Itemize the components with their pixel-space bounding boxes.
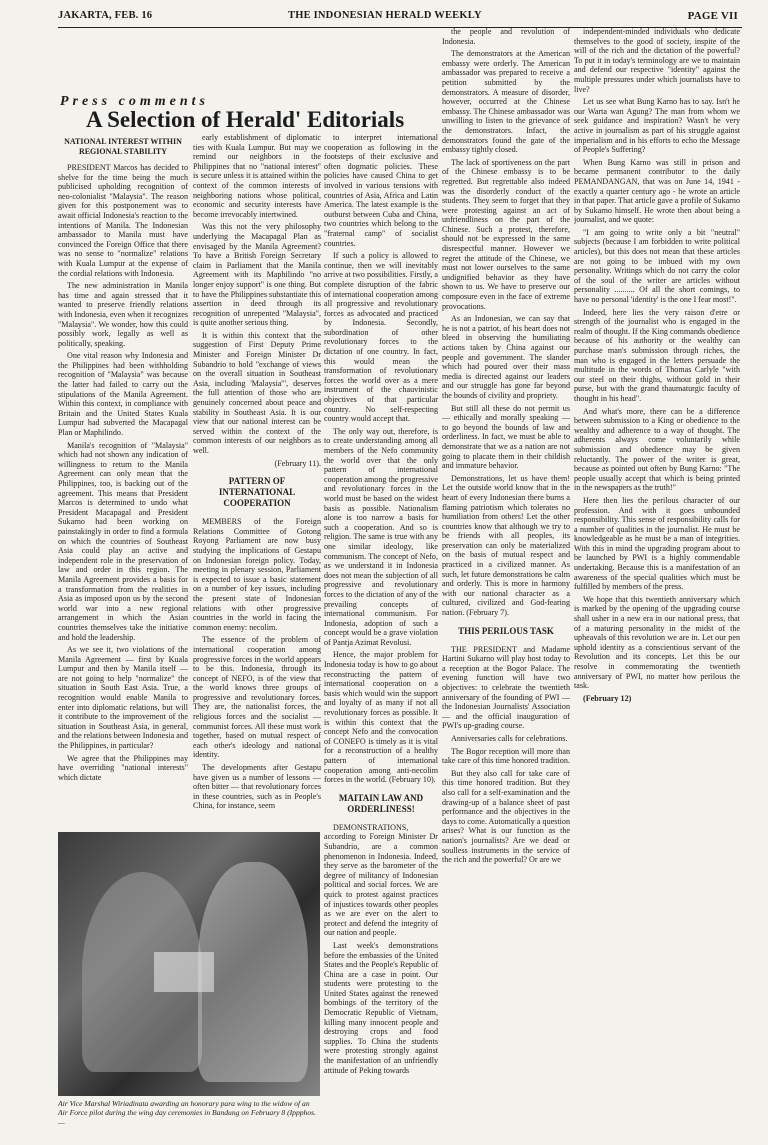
photo-wing-badge (154, 952, 214, 992)
article-paragraph: Let us see what Bung Karno has to say. Isn't he our Warta wan Agung? The man from whom we seek guidance and inspiration? Wasn't he very active in journalism as part of his struggle against imperialism and in his efforts to echo the Message of People's Suffering? (574, 97, 740, 155)
article-paragraph: independent-minded individuals who dedicate themselves to the good of society, inspite of the will of the rich and the dictation of the powerful? To put it in today's terminology are we to maintain and defend our respective "identity" against the multiple pressures under which journalists have to live? (574, 27, 740, 94)
article-paragraph: The new administration in Manila has time and again stressed that it wanted to preserve friendly relations with Indonesia, even when it recognizes "Malaysia". We wonder, how this could possibly work, legally as well as politically, speaking. (58, 281, 188, 348)
running-head (58, 10, 738, 26)
article-paragraph: early establishment of diplomatic ties with Kuala Lumpur. But may we remind our neighbors in the Philippines that no "national interest" is secure unless it is attained within the context of the common interests of neighboring nations whose political, economic and security interests have become irrevocably intertwined. (193, 133, 321, 219)
article-paragraph: The demonstrators at the American embassy were orderly. The American ambassador was prepared to receive a petition submitted by the demonstrators. A measure of disorder, however, occurred at the Chinese embassy. The Chinese ambassador was unwilling to listen to the grievance of the demonstrators. Infact, the demonstrators found the gate of the embassy tightly closed. (442, 49, 570, 155)
article-paragraph: If such a policy is allowed to continue, then we will inevitably arrive at two possibilities. Firstly, a complete disruption of the fabric of international cooperation among all progressive and revolutionary forces as advocated and practiced by Indonesia. Secondly, subordination of other revolutionary forces to the dictation of one country. In fact, this would mean the transformation of revolutionary forces the world over as a mere instrument of the chauvinistic objectives of that particular country. No self-respecting country would accept that. (324, 251, 438, 424)
article-paragraph: Last week's demonstrations before the embassies of the United States and the People's Republic of China are a case in point. Our students were protesting to the United States against the renewed bombings of the territory of the Democratic Republic of Vietnam, killing many innocent people and destroying crops and food supplies. To China the students were protesting strongly against the manifestation of an unfriendly attitude of Peking towards (324, 940, 438, 1075)
column-5 (574, 27, 740, 1138)
article-paragraph: As we see it, two violations of the Manila Agreement — first by Kuala Lumpur and then by Manila itself — are not going to help "normalize" the situation in South East Asia. True, a recognition would enable Manila to enter into diplomatic relations, but will it contribute to the improvement of the situation in Southeast Asia, in general, and the relations between Indonesia and the Philippines, in particular? (58, 645, 188, 751)
article-paragraph: We hope that this twentieth anniversary which is marked by the opening of the upgrading course shall usher in a new era in our national press, that of a maturing personality in the midst of the upheavals of this revolution we are in. Let our pen uphold identity as a conscientious servant of the Revolution and its concepts. Let this be our resolve in commemorating the twentieth anniversary of PWI, no matter how perilous the task. (574, 594, 740, 691)
article-title-law-and-order: MAITAIN LAW AND ORDERLINESS! (338, 792, 424, 814)
article-paragraph: DEMONSTRATIONS, according to Foreign Minister Dr Subandrio, are a common phenomenon in Indonesia. Indeed, they serve as the barometer of the degree of militancy of Indonesian political and social forces. We are quick to protest against practices of injustices towards other peoples as we are ever on the alert to protect and defend the integrity of our nation and people. (324, 822, 438, 938)
article-dateline: (February 12) (583, 693, 632, 703)
article-paragraph: But they also call for take care of this time honored tradition. But they also call for a self-examination and the drawing-up of a balance sheet of past performance and the objectives in the days to come. Automatically a question arises? What is our function as the nation's journalists? Are we dead or soulless instruments in the service of the rich and the powerful? Or are we (442, 768, 570, 865)
article-paragraph: Was this not the very philosophy underlying the Macapagal Plan as envisaged by the Manila Agreement? To have a British Foreign Secretary claim in Parliament that the Manila Agreement with its Maphilindo "no longer enjoy support" is one thing. But to have the Philippines substantiate this assertion in deed through its recognition of unrepented "Malaysia", is quite another serious thing. (193, 222, 321, 328)
article-paragraph: The only way out, therefore, is to create understanding among all members of the Nefo community the world over that the only pattern of international cooperation among the progressive and revolutionary forces in the world must be based on the widest basis as possible. Nationalism alone is too narrow a basis for such a cooperation. And so is religion. The same is true with any one similar ideology, like communism. The concept of Nefo, as we understand it in Indonesia does not mean the subjection of all progressive and revolutionary forces to the dictation of any of the prevailing concepts of international communism. For Indonesia, adoption of such a concept would be a grave violation of Pantja Azimat Revolusi. (324, 426, 438, 647)
article-paragraph: The developments after Gestapu have given us a number of lessons — often bitter — that revolutionary forces in these countries, such as in People's China, for instance, seem (193, 763, 321, 811)
column-2 (193, 133, 321, 827)
article-paragraph: THE PRESIDENT and Madame Hartini Sukarno will play host today to a reception at the Bogor Palace. The evening function will have two objectives: to celebrate the twentieth anniversary of the founding of PWI — the Indonesian Journalists' Association — and the official inauguration of PWI's up-grading course. (442, 644, 570, 731)
column-3 (324, 133, 438, 1138)
article-paragraph: Here then lies the perilous character of our profession. And with it goes unbounded responsibility. This sense of responsibility calls for a number of qualities in the journalist. He must be knowledgeable as he must be a man of integrities. With this in mind the upgrading program about to be launched by PWI is a highly commendable undertaking. Because this is a manifestation of an awareness of the special qualities which must be fulfilled by members of the press. (574, 495, 740, 592)
column-1 (58, 133, 188, 827)
column-4 (442, 27, 570, 1138)
article-paragraph: One vital reason why Indonesia and the Philippines had been withholding recognition of "Malaysia" was because the latter had failed to carry out the stipulations of the Manila Agreement. Within this context, in compliance with Britain and the United States Kuala Lumpur had subverted the Macapagal Plan or Maphilindo. (58, 351, 188, 438)
dateline: JAKARTA, FEB. 16 (58, 10, 153, 21)
photo-caption: Air Vice Marshal Wiriadinata awarding an honorary para wing to the widow of an Air Force pilot during the wing day ceremonies in Bandung on February 8 (Ippphos. — (58, 1099, 317, 1127)
section-headline: A Selection of Herald' Editorials (86, 107, 405, 132)
article-paragraph: As an Indonesian, we can say that he is not a patriot, of his heart does not bleed in observing the humiliating actions taken by China against our people and government. The slander which had poured over their mass media is directed against our leaders and our struggle has gone far beyond the bounds of civility and propriety. (442, 314, 570, 400)
article-quote: "I am going to write only a bit "neutral" subjects (because I am forbidden to write political articles), but this does not mean that these articles are not going to be imbued with my own personality. Writings which do not carry the color of the soul of the writer are articles without personality .......... Of all the short comings, to have no personal 'identity' is the one I fear most!". (574, 227, 740, 305)
photo-figure-officer (198, 862, 308, 1082)
article-paragraph: The Bogor reception will more than take care of this time honored tradition. (442, 746, 570, 766)
article-paragraph: the people and revolution of Indonesia. (442, 27, 570, 46)
article-paragraph: PRESIDENT Marcos has decided to shelve for the time being the much publicised upholding recognition of neo-colonialist "Malaysia". The reason given for this postponement was to await official Indonesia's reaction to the intentions of Manila. The Indonesian ambassador to Manila must have convinced the Foreign Office that there was no sense to "normalize" relations with Kuala Lumpur at the expense of the cordial relations with Indonesia. (58, 163, 188, 278)
article-paragraph: When Bung Karno was still in prison and became permanent contributor to the daily PEMANDANGAN, that was on June 14, 1941 - exactly a quarter century ago - he wrote an article in that paper. That article gave a profile of Sukarno by Sukarno himself. He wrote then about being a journalist, and we quote: (574, 157, 740, 225)
article-paragraph: It is within this context that the suggestion of First Deputy Prime Minister and Foreign Minister Dr Subandrio to hold "exchange of views on the overall situation in Southeast Asia, including 'Malaysia'", deserves the full attention of those who are genuinely concerned about peace and stability in Southeast Asia. It is our view that our national interest can be served within the context of the common interests of our neighbors as well. (193, 330, 321, 455)
article-paragraph: MEMBERS of the Foreign Relations Committee of Gotong Royong Parliament are now busy studying the implications of Gestapu on Indonesian foreign policy. Today, meeting in plenary session, Parliament is expected to issue a basic statement on a number of key issues, including the present state of Indonesian relations with other progressive countries in the world in facing the common enemy: necolim. (193, 517, 321, 632)
article-title-international-cooperation: PATTERN OF INTERNATIONAL COOPERATION (218, 476, 296, 509)
article-paragraph: to interpret international cooperation as following in the footsteps of their exclusive and often dogmatic policies. These policies have caused China to get involved in various tensions with countries of Asia, Africa and Latin America. The latest example is the outburst between Cuba and China, two countries which belong to the "fraternal camp" of socialist countries. (324, 133, 438, 248)
article-paragraph: And what's more, there can be a difference between submission to a King or obedience to the wealthy and adherence to a way of thought. The adherents always come voluntarily while submission and obedience may be given reluctantly. The power of the writer is great, because as pointed out often by Bung Karno: "The people usually accept that which is being printed in the newspapers as the truth!" (574, 406, 740, 493)
article-paragraph: Indeed, here lies the very raison d'etre or strength of the journalist who is engaged in the realm of thought. If the King commands obedience because of his authority or the wealthy can purchase man's submission through riches, the man who is engaged in the letters persuade the multitude in the words of Thomas Carlyle "with our steel on their thighs, without gold in their purse, but with the grand thaumaturgic faculty of thought in his head". (574, 307, 740, 403)
article-paragraph: Hence, the major problem for Indonesia today is how to go about reconstructing the pattern of international cooperation on a basis which would win the support and loyalty of as many if not all revolutionary forces as possible. It is within this context that the concept Nefo and the convocation of CONEFO is timely as it is vital for a reconstruction of a healthy pattern of international cooperation among anti-necolim forces in the world. (February 10). (324, 650, 438, 785)
article-paragraph: Anniversaries calls for celebrations. (451, 733, 568, 743)
article-dateline: (February 11). (274, 458, 321, 468)
page-number: PAGE VII (687, 10, 738, 22)
article-paragraph: Demonstrations, let us have them! Let the outside world know that in the heart of every Indonesian there burns a flaming patriotism which tolerates no humiliation from others! Let the other countries know that although we try to be friends with all peoples, its preservation can only be materialized on the basis of mutual respect and practiced in a civilized manner. As such, let future demonstrations be calm and orderly. This is more in harmony with our national character as a cultured, civilized and God-fearing nation. (February 7). (442, 473, 570, 618)
section-kicker: Press comments (60, 94, 209, 109)
article-paragraph: But still all these do not permit us — ethically and morally speaking — to go beyond the bounds of law and orderliness. In fact, we must be able to demonstrate that we as a nation are not going to placate them in their childish and immature behavior. (442, 403, 570, 471)
article-paragraph: The essence of the problem of international cooperation among progressive forces in the world appears to be this. Indonesia, through its concept of NEFO, is of the view that the world knows three groups of progressive and revolutionary forces. They are, the nationalist forces, the religious forces and the socialist — communist forces. All these must work together, based on mutual respect of each other's ideology and national identity. (193, 635, 321, 760)
news-photo (58, 832, 320, 1096)
article-paragraph: The lack of sportiveness on the part of the Chinese embassy is to be regretted. But regrettable also indeed was the disorderly conduct of the students. They seem to forget that they were protesting against an act of unfriendliness on the part of the Chinese. Such a protest, therefore, should not be expressed in the same disrespectful manner. However we regret the attitude of the Chinese, we must not lower ourselves to the same undignified behavior as they have shown to us. We have to preserve our composure even in the face of extreme provocations. (442, 157, 570, 311)
article-paragraph: Manila's recognition of "Malaysia" which had not shown any indication of willingness to return to the Manila Agreement can only mean that the Philippines, too, is backing out of the agreement. This means that President Marcos is determined to undo what President Macapagal and President Sukarno had been working on painstakingly in order to find a formula on which the countries of Southeast Asia could play an active and independent role in the preservation of law and order in this region. The Manila Agreement provides a basis for a transformation from the realities in Asia as imposed upon us by the second world war into a new regional arrangement in which the Asian countries themselves take the initiative and hold the leadership. (58, 440, 188, 642)
article-paragraph: We agree that the Philippines may have overriding "national interests" which dictate (58, 753, 188, 782)
masthead-title: THE INDONESIAN HERALD WEEKLY (288, 10, 482, 21)
article-title-national-interest: NATIONAL INTEREST WITHIN REGIONAL STABILITY (64, 137, 182, 156)
article-title-perilous-task: THIS PERILOUS TASK (458, 625, 554, 636)
